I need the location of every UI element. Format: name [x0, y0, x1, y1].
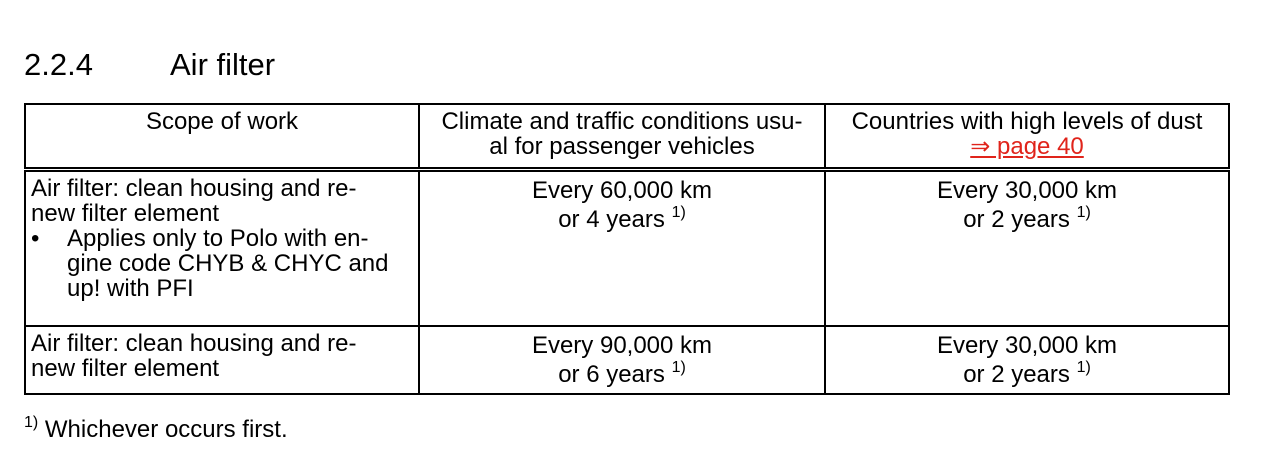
- interval-time: or 2 years: [963, 361, 1070, 388]
- interval-time: or 2 years: [963, 206, 1070, 233]
- footnote-ref: 1): [671, 204, 686, 221]
- note-text: Applies only to Polo with en- gine code CHYB & CHYC and up! with PFI: [67, 225, 389, 302]
- interval-normal-cell: [419, 170, 825, 327]
- footnote-text: Whichever occurs first.: [38, 416, 288, 443]
- maintenance-table: [24, 103, 1230, 395]
- header-normal-conditions: Climate and traffic conditions usu- al for passenger vehicles: [419, 104, 825, 170]
- section-number: 2.2.4: [24, 47, 93, 82]
- footnote-ref: 1): [671, 359, 686, 376]
- page-40-link[interactable]: ⇒ page 40: [970, 133, 1084, 160]
- footnote: [24, 416, 288, 444]
- header-scope: Scope of work: [25, 104, 419, 170]
- interval-dust-cell: [825, 326, 1229, 394]
- header-dust-label: Countries with high levels of dust: [851, 108, 1203, 135]
- footnote-ref: 1): [1076, 204, 1091, 221]
- interval-normal-cell: [419, 326, 825, 394]
- section-title: Air filter: [170, 47, 276, 82]
- interval-distance: Every 30,000 km: [936, 177, 1118, 204]
- interval-distance: Every 90,000 km: [531, 332, 713, 359]
- scope-text: Air filter: clean housing and re- new filter element: [31, 175, 357, 227]
- footnote-ref: 1): [1076, 359, 1091, 376]
- table-header-row: [25, 104, 1229, 170]
- applicability-note: [31, 226, 413, 301]
- interval-distance: Every 60,000 km: [531, 177, 713, 204]
- footnote-marker: 1): [24, 414, 39, 431]
- interval-dust-cell: [825, 170, 1229, 327]
- interval-time: or 4 years: [558, 206, 665, 233]
- scope-cell: [25, 326, 419, 394]
- scope-text: Air filter: clean housing and re- new filter element: [31, 330, 357, 382]
- bullet-icon: •: [31, 225, 40, 252]
- interval-distance: Every 30,000 km: [936, 332, 1118, 359]
- table-row: [25, 170, 1229, 327]
- scope-cell: [25, 170, 419, 327]
- header-dusty-countries: [825, 104, 1229, 170]
- table-row: [25, 326, 1229, 394]
- interval-time: or 6 years: [558, 361, 665, 388]
